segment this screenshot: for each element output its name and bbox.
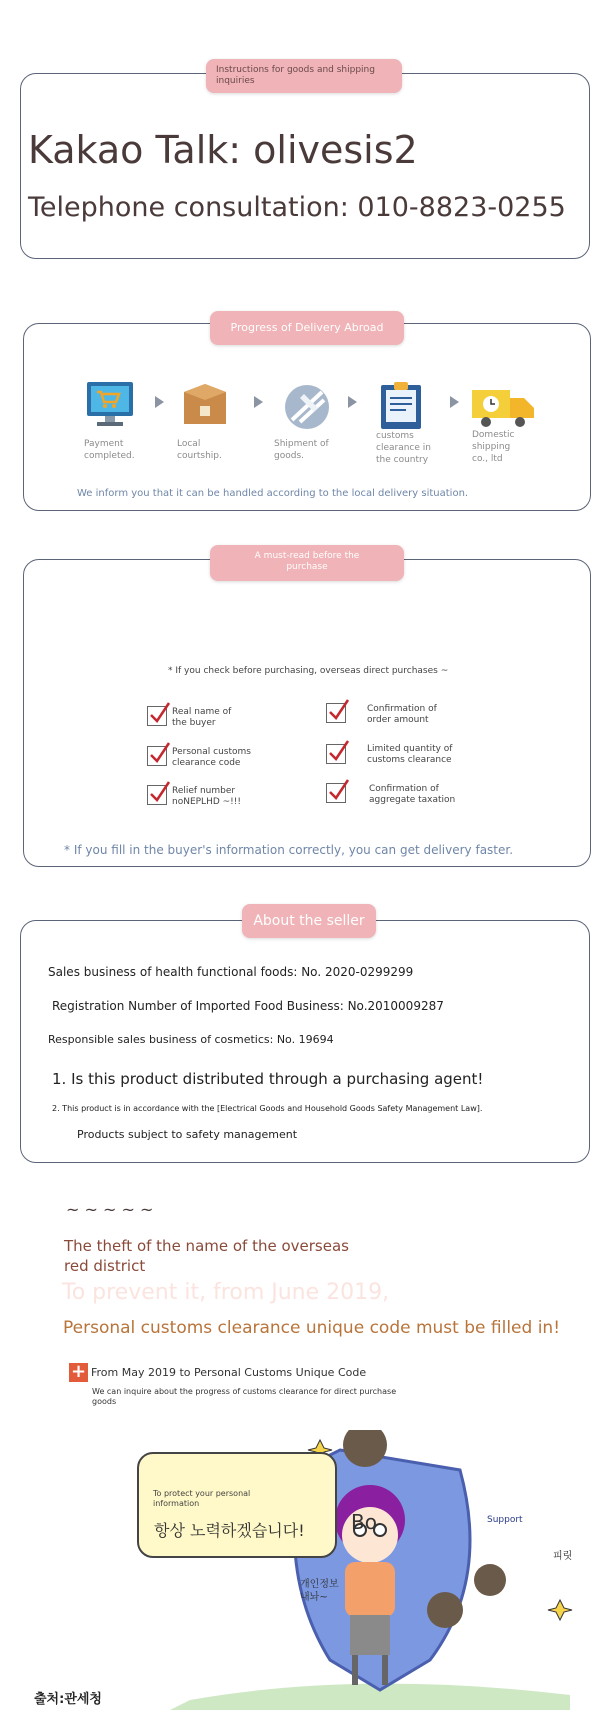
step-label: Domestic shipping co., ltd xyxy=(472,430,515,464)
customs-code-from: From May 2019 to Personal Customs Unique Code xyxy=(91,1366,367,1379)
seller-line: Registration Number of Imported Food Business: No.2010009287 xyxy=(52,999,444,1013)
airplane-globe-icon xyxy=(282,382,332,436)
seller-line: Responsible sales business of cosmetics: No. 19694 xyxy=(48,1033,334,1046)
check-label: Confirmation of order amount xyxy=(367,704,437,725)
checkbox-icon xyxy=(147,746,167,766)
prevent-notice: To prevent it, from June 2019, xyxy=(62,1280,390,1305)
must-read-title: A must-read before the purchase xyxy=(210,545,404,581)
arrow-right-icon xyxy=(254,396,263,408)
package-box-icon xyxy=(180,380,230,434)
check-label: Real name of the buyer xyxy=(172,707,232,728)
plus-icon: + xyxy=(70,1361,87,1382)
must-read-box xyxy=(23,559,591,867)
delivery-note: We inform you that it can be handled according to the local delivery situation. xyxy=(77,488,469,499)
check-label: Relief number noNEPLHD ~!!! xyxy=(172,786,241,807)
seller-question-1: 1. Is this product distributed through a purchasing agent! xyxy=(52,1070,484,1088)
check-label: Personal customs clearance code xyxy=(172,747,251,768)
computer-cart-icon xyxy=(85,380,135,434)
arrow-right-icon xyxy=(450,396,459,408)
seller-line: Sales business of health functional foods: No. 2020-0299299 xyxy=(48,965,414,979)
shield-text: Bo xyxy=(351,1510,377,1534)
protect-text: To protect your personal information xyxy=(153,1489,251,1508)
step-label: Payment completed. xyxy=(84,439,135,461)
step-label: Shipment of goods. xyxy=(274,439,329,461)
safety-note: Products subject to safety management xyxy=(77,1128,298,1141)
checkbox-icon xyxy=(326,703,346,723)
side-text: 개인정보 내놔~ xyxy=(300,1579,339,1603)
customs-inquire: We can inquire about the progress of customs clearance for direct purchase goods xyxy=(92,1387,397,1406)
seller-question-2: 2. This product is in accordance with the [Electrical Goods and Household Goods Safety Management Law]. xyxy=(52,1104,483,1113)
check-label: Limited quantity of customs clearance xyxy=(367,744,453,765)
check-label: Confirmation of aggregate taxation xyxy=(369,784,456,805)
must-read-note: * If you fill in the buyer's information correctly, you can get delivery faster. xyxy=(64,843,514,857)
checkbox-icon xyxy=(147,785,167,805)
delivery-truck-icon xyxy=(470,384,536,434)
theft-notice: The theft of the name of the overseas red district xyxy=(64,1237,349,1275)
clipboard-document-icon xyxy=(378,380,424,434)
kakao-id: Kakao Talk: olivesis2 xyxy=(28,128,418,172)
step-label: customs clearance in the country xyxy=(376,431,431,465)
seller-title: About the seller xyxy=(242,904,376,938)
checkbox-icon xyxy=(326,783,346,803)
step-label: Local courtship. xyxy=(177,439,222,461)
contact-badge: Instructions for goods and shipping inquiries xyxy=(206,59,402,93)
must-read-subtitle: * If you check before purchasing, overseas direct purchases ~ xyxy=(168,666,449,676)
phone-number: Telephone consultation: 010-8823-0255 xyxy=(28,192,566,223)
side-text-2: 피릿 xyxy=(553,1551,573,1562)
arrow-right-icon xyxy=(155,396,164,408)
checkbox-icon xyxy=(326,744,346,764)
arrow-right-icon xyxy=(348,396,357,408)
support-text: Support xyxy=(487,1515,523,1525)
bubble-korean: 항상 노력하겠습니다! xyxy=(154,1521,305,1540)
tildes: ~ ~ ~ ~ ~ xyxy=(66,1200,154,1219)
delivery-title: Progress of Delivery Abroad xyxy=(210,311,404,345)
source-credit: 출처:관세청 xyxy=(34,1692,102,1707)
must-fill-notice: Personal customs clearance unique code must be filled in! xyxy=(63,1318,561,1338)
checkbox-icon xyxy=(147,706,167,726)
